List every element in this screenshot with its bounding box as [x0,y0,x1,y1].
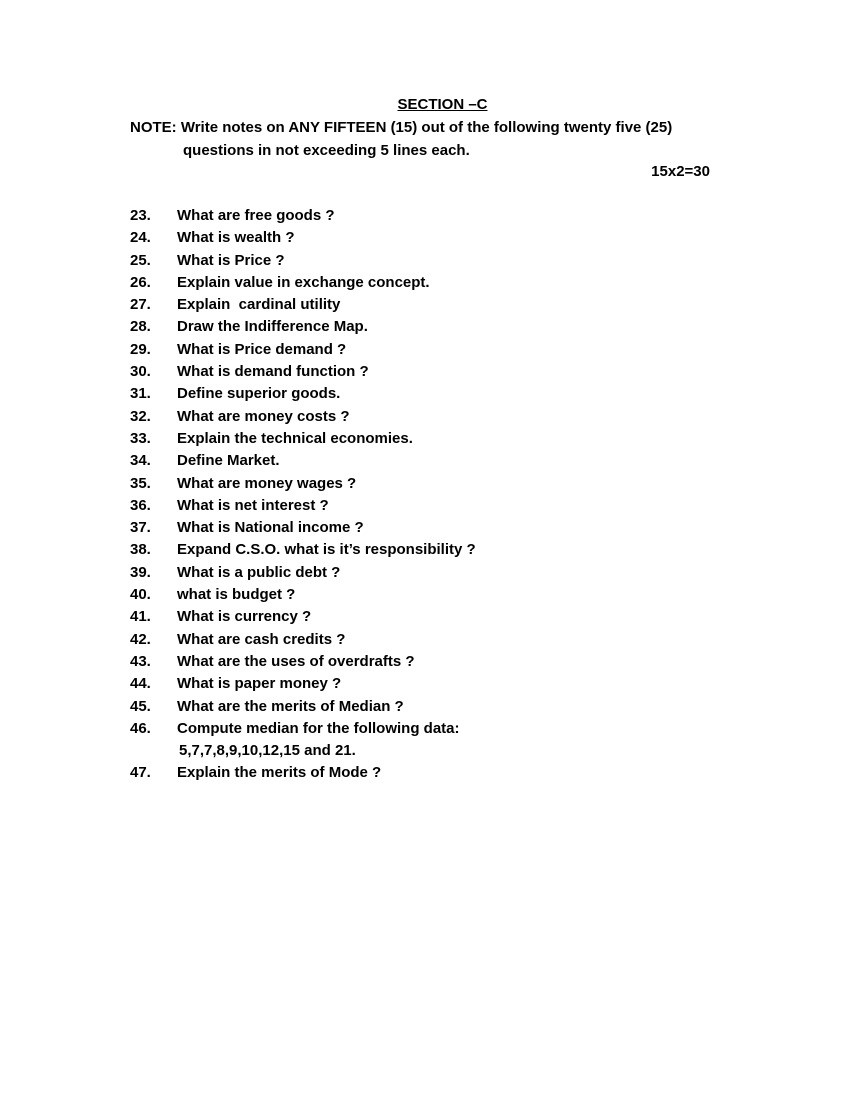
question-text: What is paper money ? [177,675,342,693]
question-number: 36. [130,496,151,514]
question-number: 25. [130,251,151,269]
question-number: 45. [130,697,151,715]
question-number: 40. [130,586,151,604]
question-number: 30. [130,363,151,381]
question-number: 31. [130,385,151,403]
question-text: What are money wages ? [177,474,357,492]
question-number: 24. [130,229,151,247]
question-text: Draw the Indifference Map. [177,318,368,336]
question-text: Define superior goods. [177,385,341,403]
question-number: 28. [130,318,151,336]
question-number: 29. [130,340,151,358]
question-number: 23. [130,207,151,224]
question-text: What is demand function ? [177,363,369,381]
question-number: 27. [130,296,151,314]
question-text: Compute median for the following data: [177,719,460,737]
question-number: 37. [130,519,151,537]
question-number: 47. [130,764,151,782]
question-text: Define Market. [177,452,280,470]
question-text: What is currency ? [177,608,312,626]
question-text: Explain the technical economies. [177,429,413,447]
question-number: 32. [130,407,151,425]
question-text: What are the uses of overdrafts ? [177,652,415,670]
marks-allocation: 15x2=30 [651,163,710,180]
question-number: 33. [130,429,151,447]
question-text: What is National income ? [177,519,364,537]
question-text: What is Price ? [177,251,285,269]
question-text: What are cash credits ? [177,630,346,648]
question-number: 34. [130,452,151,470]
question-number: 44. [130,675,151,693]
question-text: What is a public debt ? [177,563,341,581]
note-line-1: NOTE: Write notes on ANY FIFTEEN (15) out of the following twenty five (25) [130,119,673,136]
question-text: Explain cardinal utility [177,296,341,314]
question-text: Explain value in exchange concept. [177,273,430,291]
question-number: 39. [130,563,151,581]
question-text: What is wealth ? [177,229,295,247]
question-number: 46. [130,719,151,737]
question-number: 41. [130,608,151,626]
question-number: 42. [130,630,151,648]
question-number: 38. [130,541,151,559]
question-number: 26. [130,273,151,291]
question-text: What is Price demand ? [177,340,347,358]
question-text: what is budget ? [177,586,296,604]
note-line-2: questions in not exceeding 5 lines each. [183,142,470,159]
question-text: Expand C.S.O. what is it’s responsibility ? [177,541,476,559]
section-title: SECTION –C [397,96,488,113]
question-text: What are free goods ? [177,207,335,224]
question-text: Explain the merits of Mode ? [177,764,382,782]
question-number: 35. [130,474,151,492]
question-data-values: 5,7,7,8,9,10,12,15 and 21. [179,742,356,760]
question-text: What are money costs ? [177,407,350,425]
question-text: What are the merits of Median ? [177,697,404,715]
question-text: What is net interest ? [177,496,329,514]
question-number: 43. [130,652,151,670]
